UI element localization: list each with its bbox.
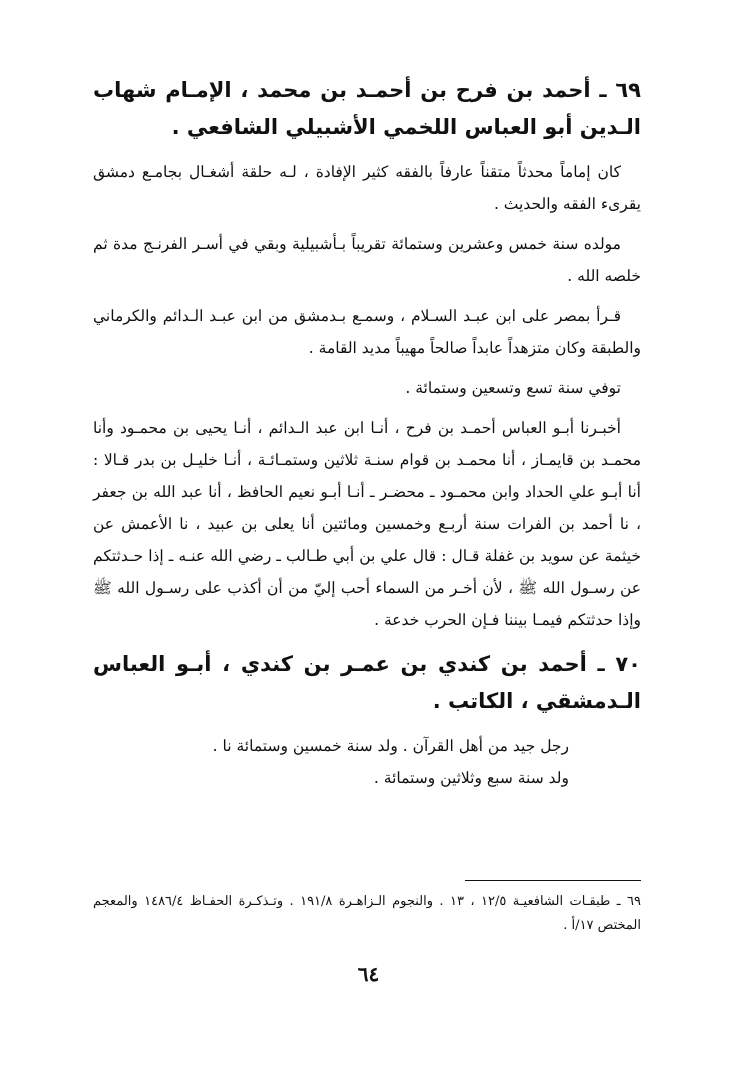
entry-69-heading: ٦٩ ـ أحمد بن فرح بن أحمـد بن محمد ، الإمـام شهاب الـدين أبو العباس اللخمي الأشبيلي الشافعي .	[93, 78, 641, 139]
entry-69-birth: مولده سنة خمس وعشرين وستمائة تقريباً بـأشبيلية وبقي في أسـر الفرنـج مدة ثم خلصه الله .	[93, 235, 641, 285]
entry-69-hadith-chain: أخبـرنا أبـو العباس أحمـد بن فرح ، أنـا ابن عبد الـدائم ، أنـا يحيى بن محمـود وأنا محمـد بن قايمـاز ، أنا محمـد بن قوام سنـة ثلاثين وستمـائـة ، أنـا خليـل بن بدر قـالا : أنا أبـو علي الحداد وابن محمـود ـ محضـر ـ أنـا أبـو نعيم الحافظ ، أنا عبد الله بن جعفر ، نا أحمد بن الفرات سنة أربـع وخمسين ومائتين أنا يعلى بن عبيد ، نا الأعمش عن خيثمة عن سويد بن غفلة قـال : قال علي بن أبي طـالب ـ رضي الله عنـه ـ إذا حـدثتكم عن رسـول الله ﷺ ، لأن أخـر من السماء أحب إليّ من أن أكذب على رسـول الله ﷺ وإذا حدثتكم فيمـا بيننا فـإن الحرب خدعة .	[93, 419, 641, 629]
entry-70-description: رجل جيد من أهل القرآن . ولد سنة خمسين وستمائة نا .	[212, 737, 569, 755]
footnote-divider	[465, 880, 641, 881]
page-number: ٦٤	[357, 962, 380, 986]
entry-69-description: كان إماماً محدثاً متقناً عارفاً بالفقه كثير الإفادة ، لـه حلقة أشغـال بجامـع دمشق يقرىء الفقه والحديث .	[93, 163, 641, 213]
page-body	[93, 72, 641, 794]
entry-69-death: توفي سنة تسع وتسعين وستمائة .	[405, 379, 621, 397]
entry-70-birth: ولد سنة سبع وثلاثين وستمائة .	[373, 769, 569, 787]
footnote-69: ٦٩ ـ طبقـات الشافعيـة ١٢/٥ ، ١٣ . والنجوم الـزاهـرة ١٩١/٨ . وتـذكـرة الحفـاظ ١٤٨٦/٤ والمعجم المختص ١٧/أ .	[93, 894, 641, 933]
entry-70-heading: ٧٠ ـ أحمد بن كندي بن عمـر بن كندي ، أبـو العباس الـدمشقي ، الكاتب .	[93, 652, 641, 713]
entry-69-studies: قـرأ بمصر على ابن عبـد السـلام ، وسمـع بـدمشق من ابن عبـد الـدائم والكرماني والطبقة وكان متزهداً عابداً صالحاً مهيباً مديد القامة .	[93, 307, 641, 357]
